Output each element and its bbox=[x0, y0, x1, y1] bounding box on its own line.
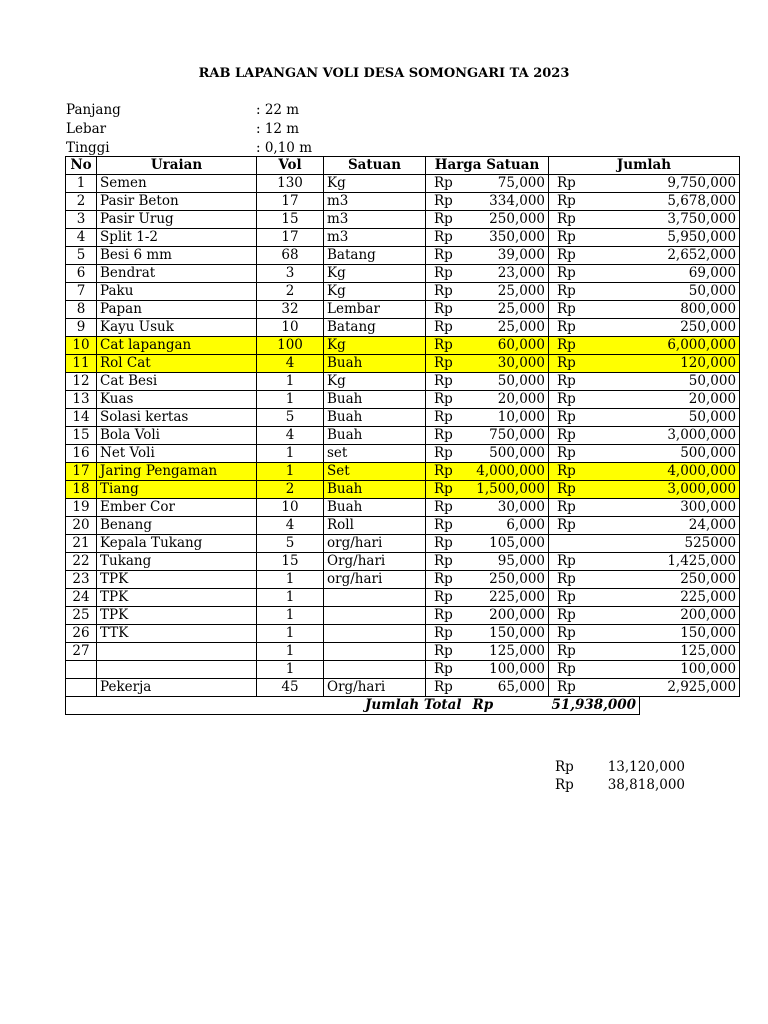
cell-uraian: Semen bbox=[97, 175, 257, 193]
dimension-label: Panjang bbox=[66, 102, 121, 118]
table-row bbox=[66, 499, 740, 517]
cell-jumlah-rp: Rp bbox=[549, 355, 640, 373]
table-row bbox=[66, 643, 740, 661]
cell-uraian: Rol Cat bbox=[97, 355, 257, 373]
cell-harga-rp: Rp bbox=[426, 589, 465, 607]
total-rp: Rp bbox=[465, 697, 549, 715]
cell-uraian: Bola Voli bbox=[97, 427, 257, 445]
cell-uraian: Ember Cor bbox=[97, 499, 257, 517]
cell-jumlah: 3,000,000 bbox=[640, 481, 740, 499]
table-row bbox=[66, 427, 740, 445]
table-row bbox=[66, 463, 740, 481]
document-title: RAB LAPANGAN VOLI DESA SOMONGARI TA 2023 bbox=[198, 66, 570, 81]
table-row bbox=[66, 337, 740, 355]
cell-satuan: org/hari bbox=[324, 571, 426, 589]
cell-no: 25 bbox=[66, 607, 97, 625]
cell-harga-rp: Rp bbox=[426, 391, 465, 409]
cell-harga-rp: Rp bbox=[426, 409, 465, 427]
cell-harga-rp: Rp bbox=[426, 553, 465, 571]
table-row bbox=[66, 553, 740, 571]
cell-vol: 5 bbox=[257, 409, 324, 427]
cell-harga: 25,000 bbox=[465, 319, 549, 337]
cell-jumlah: 525000 bbox=[640, 535, 740, 553]
cell-uraian: Split 1-2 bbox=[97, 229, 257, 247]
cell-uraian: TPK bbox=[97, 589, 257, 607]
cell-harga: 30,000 bbox=[465, 499, 549, 517]
cell-no: 10 bbox=[66, 337, 97, 355]
cell-no bbox=[66, 661, 97, 679]
table-row bbox=[66, 283, 740, 301]
cell-harga: 350,000 bbox=[465, 229, 549, 247]
cell-harga-rp: Rp bbox=[426, 445, 465, 463]
cell-satuan: Buah bbox=[324, 355, 426, 373]
cell-jumlah: 1,425,000 bbox=[640, 553, 740, 571]
cell-no: 11 bbox=[66, 355, 97, 373]
cell-harga-rp: Rp bbox=[426, 355, 465, 373]
cell-satuan bbox=[324, 607, 426, 625]
cell-jumlah: 50,000 bbox=[640, 373, 740, 391]
cell-no: 2 bbox=[66, 193, 97, 211]
cell-vol: 1 bbox=[257, 373, 324, 391]
cell-jumlah: 250,000 bbox=[640, 319, 740, 337]
cell-no: 19 bbox=[66, 499, 97, 517]
cell-uraian: Kayu Usuk bbox=[97, 319, 257, 337]
table-row bbox=[66, 265, 740, 283]
cell-no: 5 bbox=[66, 247, 97, 265]
cell-no: 9 bbox=[66, 319, 97, 337]
cell-harga-rp: Rp bbox=[426, 265, 465, 283]
cell-harga: 25,000 bbox=[465, 283, 549, 301]
cell-harga: 6,000 bbox=[465, 517, 549, 535]
cell-satuan: Batang bbox=[324, 319, 426, 337]
table-row bbox=[66, 391, 740, 409]
table-row bbox=[66, 661, 740, 679]
table-row bbox=[66, 229, 740, 247]
cell-jumlah: 500,000 bbox=[640, 445, 740, 463]
cell-harga-rp: Rp bbox=[426, 319, 465, 337]
cell-jumlah-rp: Rp bbox=[549, 625, 640, 643]
cell-harga-rp: Rp bbox=[426, 337, 465, 355]
table-row bbox=[66, 175, 740, 193]
cell-harga-rp: Rp bbox=[426, 571, 465, 589]
cell-jumlah-rp: Rp bbox=[549, 499, 640, 517]
total-label: Jumlah Total bbox=[66, 697, 465, 715]
cell-harga: 250,000 bbox=[465, 571, 549, 589]
cell-satuan: Buah bbox=[324, 391, 426, 409]
table-row bbox=[66, 193, 740, 211]
cell-vol: 32 bbox=[257, 301, 324, 319]
cell-uraian: TPK bbox=[97, 607, 257, 625]
cell-jumlah-rp: Rp bbox=[549, 391, 640, 409]
cell-jumlah-rp: Rp bbox=[549, 175, 640, 193]
cell-harga: 60,000 bbox=[465, 337, 549, 355]
cell-vol: 15 bbox=[257, 211, 324, 229]
cell-no: 4 bbox=[66, 229, 97, 247]
table-row bbox=[66, 625, 740, 643]
cell-no: 18 bbox=[66, 481, 97, 499]
cell-satuan: Org/hari bbox=[324, 553, 426, 571]
cell-jumlah: 4,000,000 bbox=[640, 463, 740, 481]
cell-harga: 100,000 bbox=[465, 661, 549, 679]
dimension-value: : 0,10 m bbox=[256, 140, 312, 156]
dimension-panjang bbox=[66, 101, 366, 119]
cell-jumlah: 100,000 bbox=[640, 661, 740, 679]
cell-satuan: Kg bbox=[324, 283, 426, 301]
cell-jumlah-rp: Rp bbox=[549, 337, 640, 355]
cell-jumlah-rp: Rp bbox=[549, 319, 640, 337]
cell-no: 17 bbox=[66, 463, 97, 481]
cell-uraian: Pasir Urug bbox=[97, 211, 257, 229]
header-satuan: Satuan bbox=[324, 157, 426, 175]
cell-jumlah: 9,750,000 bbox=[640, 175, 740, 193]
rab-table bbox=[65, 156, 740, 715]
cell-vol: 1 bbox=[257, 661, 324, 679]
table-row bbox=[66, 589, 740, 607]
cell-harga: 20,000 bbox=[465, 391, 549, 409]
cell-harga-rp: Rp bbox=[426, 463, 465, 481]
cell-no: 6 bbox=[66, 265, 97, 283]
cell-vol: 68 bbox=[257, 247, 324, 265]
cell-jumlah-rp: Rp bbox=[549, 193, 640, 211]
header-no: No bbox=[66, 157, 97, 175]
cell-harga: 500,000 bbox=[465, 445, 549, 463]
cell-jumlah: 3,000,000 bbox=[640, 427, 740, 445]
cell-satuan: Kg bbox=[324, 265, 426, 283]
cell-no: 16 bbox=[66, 445, 97, 463]
cell-harga-rp: Rp bbox=[426, 283, 465, 301]
summary-value: 13,120,000 bbox=[607, 759, 685, 775]
cell-jumlah: 150,000 bbox=[640, 625, 740, 643]
table-row bbox=[66, 607, 740, 625]
cell-jumlah-rp: Rp bbox=[549, 211, 640, 229]
cell-jumlah-rp: Rp bbox=[549, 481, 640, 499]
cell-vol: 5 bbox=[257, 535, 324, 553]
cell-harga-rp: Rp bbox=[426, 175, 465, 193]
dimension-lebar bbox=[66, 120, 366, 138]
cell-vol: 4 bbox=[257, 517, 324, 535]
cell-harga: 39,000 bbox=[465, 247, 549, 265]
cell-harga: 75,000 bbox=[465, 175, 549, 193]
table-row bbox=[66, 535, 740, 553]
cell-no: 21 bbox=[66, 535, 97, 553]
cell-jumlah: 50,000 bbox=[640, 283, 740, 301]
table-row bbox=[66, 319, 740, 337]
cell-harga: 334,000 bbox=[465, 193, 549, 211]
table-row bbox=[66, 571, 740, 589]
cell-jumlah-rp: Rp bbox=[549, 445, 640, 463]
cell-no bbox=[66, 679, 97, 697]
cell-harga: 200,000 bbox=[465, 607, 549, 625]
cell-vol: 1 bbox=[257, 445, 324, 463]
cell-no: 13 bbox=[66, 391, 97, 409]
cell-jumlah-rp: Rp bbox=[549, 553, 640, 571]
cell-harga-rp: Rp bbox=[426, 499, 465, 517]
summary-line-2 bbox=[555, 776, 685, 794]
cell-jumlah: 3,750,000 bbox=[640, 211, 740, 229]
cell-harga-rp: Rp bbox=[426, 481, 465, 499]
cell-harga-rp: Rp bbox=[426, 535, 465, 553]
cell-uraian: Cat Besi bbox=[97, 373, 257, 391]
cell-jumlah: 69,000 bbox=[640, 265, 740, 283]
cell-no: 15 bbox=[66, 427, 97, 445]
cell-harga: 225,000 bbox=[465, 589, 549, 607]
cell-no: 23 bbox=[66, 571, 97, 589]
cell-jumlah: 5,678,000 bbox=[640, 193, 740, 211]
cell-no: 7 bbox=[66, 283, 97, 301]
cell-jumlah: 6,000,000 bbox=[640, 337, 740, 355]
cell-jumlah: 120,000 bbox=[640, 355, 740, 373]
cell-no: 27 bbox=[66, 643, 97, 661]
cell-vol: 45 bbox=[257, 679, 324, 697]
cell-no: 20 bbox=[66, 517, 97, 535]
cell-jumlah: 2,925,000 bbox=[640, 679, 740, 697]
table-row bbox=[66, 517, 740, 535]
cell-jumlah-rp: Rp bbox=[549, 607, 640, 625]
cell-jumlah: 5,950,000 bbox=[640, 229, 740, 247]
cell-harga-rp: Rp bbox=[426, 607, 465, 625]
dimension-value: : 12 m bbox=[256, 121, 300, 137]
cell-harga: 4,000,000 bbox=[465, 463, 549, 481]
cell-harga: 10,000 bbox=[465, 409, 549, 427]
cell-satuan bbox=[324, 589, 426, 607]
cell-vol: 1 bbox=[257, 463, 324, 481]
cell-uraian: Bendrat bbox=[97, 265, 257, 283]
cell-harga: 250,000 bbox=[465, 211, 549, 229]
cell-vol: 17 bbox=[257, 229, 324, 247]
cell-vol: 10 bbox=[257, 319, 324, 337]
cell-jumlah: 250,000 bbox=[640, 571, 740, 589]
summary-rp: Rp bbox=[555, 777, 574, 793]
cell-harga-rp: Rp bbox=[426, 427, 465, 445]
cell-jumlah-rp: Rp bbox=[549, 517, 640, 535]
cell-no: 3 bbox=[66, 211, 97, 229]
cell-harga-rp: Rp bbox=[426, 625, 465, 643]
cell-satuan: Kg bbox=[324, 337, 426, 355]
cell-satuan: Org/hari bbox=[324, 679, 426, 697]
cell-harga: 95,000 bbox=[465, 553, 549, 571]
table-row bbox=[66, 409, 740, 427]
cell-uraian bbox=[97, 661, 257, 679]
cell-vol: 130 bbox=[257, 175, 324, 193]
cell-satuan: m3 bbox=[324, 211, 426, 229]
cell-harga: 30,000 bbox=[465, 355, 549, 373]
summary-value: 38,818,000 bbox=[607, 777, 685, 793]
table-row bbox=[66, 355, 740, 373]
cell-satuan: Batang bbox=[324, 247, 426, 265]
total-value: 51,938,000 bbox=[549, 697, 640, 715]
cell-uraian: Besi 6 mm bbox=[97, 247, 257, 265]
summary-rp: Rp bbox=[555, 759, 574, 775]
cell-satuan bbox=[324, 661, 426, 679]
cell-jumlah: 300,000 bbox=[640, 499, 740, 517]
cell-jumlah: 2,652,000 bbox=[640, 247, 740, 265]
cell-uraian: Benang bbox=[97, 517, 257, 535]
cell-satuan: Roll bbox=[324, 517, 426, 535]
table-row bbox=[66, 481, 740, 499]
cell-jumlah-rp: Rp bbox=[549, 571, 640, 589]
cell-no: 22 bbox=[66, 553, 97, 571]
cell-uraian: Kuas bbox=[97, 391, 257, 409]
cell-uraian: TPK bbox=[97, 571, 257, 589]
table-row bbox=[66, 211, 740, 229]
cell-satuan: Buah bbox=[324, 427, 426, 445]
cell-jumlah-rp: Rp bbox=[549, 283, 640, 301]
cell-vol: 3 bbox=[257, 265, 324, 283]
cell-jumlah: 200,000 bbox=[640, 607, 740, 625]
table-row bbox=[66, 373, 740, 391]
cell-uraian: Tiang bbox=[97, 481, 257, 499]
cell-satuan: Lembar bbox=[324, 301, 426, 319]
cell-jumlah: 800,000 bbox=[640, 301, 740, 319]
cell-harga: 1,500,000 bbox=[465, 481, 549, 499]
cell-uraian: Jaring Pengaman bbox=[97, 463, 257, 481]
cell-harga: 125,000 bbox=[465, 643, 549, 661]
cell-uraian: Tukang bbox=[97, 553, 257, 571]
cell-jumlah-rp: Rp bbox=[549, 229, 640, 247]
cell-harga-rp: Rp bbox=[426, 193, 465, 211]
header-vol: Vol bbox=[257, 157, 324, 175]
cell-vol: 4 bbox=[257, 355, 324, 373]
cell-vol: 1 bbox=[257, 643, 324, 661]
cell-vol: 2 bbox=[257, 481, 324, 499]
cell-vol: 15 bbox=[257, 553, 324, 571]
cell-satuan bbox=[324, 625, 426, 643]
cell-uraian: Cat lapangan bbox=[97, 337, 257, 355]
cell-harga-rp: Rp bbox=[426, 661, 465, 679]
cell-harga: 105,000 bbox=[465, 535, 549, 553]
cell-uraian: Pasir Beton bbox=[97, 193, 257, 211]
cell-jumlah-rp: Rp bbox=[549, 301, 640, 319]
cell-satuan: m3 bbox=[324, 229, 426, 247]
table-row bbox=[66, 445, 740, 463]
cell-jumlah-rp: Rp bbox=[549, 463, 640, 481]
cell-uraian: Solasi kertas bbox=[97, 409, 257, 427]
cell-jumlah: 50,000 bbox=[640, 409, 740, 427]
cell-satuan: m3 bbox=[324, 193, 426, 211]
cell-vol: 1 bbox=[257, 625, 324, 643]
table-header-row bbox=[66, 157, 740, 175]
table-row bbox=[66, 247, 740, 265]
cell-harga-rp: Rp bbox=[426, 301, 465, 319]
dimension-value: : 22 m bbox=[256, 102, 300, 118]
cell-vol: 1 bbox=[257, 571, 324, 589]
dimension-label: Tinggi bbox=[66, 140, 110, 156]
cell-harga-rp: Rp bbox=[426, 517, 465, 535]
cell-jumlah-rp: Rp bbox=[549, 661, 640, 679]
cell-vol: 1 bbox=[257, 391, 324, 409]
cell-harga-rp: Rp bbox=[426, 643, 465, 661]
dimension-tinggi bbox=[66, 139, 366, 157]
cell-jumlah-rp: Rp bbox=[549, 409, 640, 427]
cell-no: 26 bbox=[66, 625, 97, 643]
table-row bbox=[66, 301, 740, 319]
cell-harga-rp: Rp bbox=[426, 229, 465, 247]
cell-satuan: org/hari bbox=[324, 535, 426, 553]
cell-no: 8 bbox=[66, 301, 97, 319]
summary-line-1 bbox=[555, 758, 685, 776]
table-row bbox=[66, 679, 740, 697]
cell-vol: 1 bbox=[257, 589, 324, 607]
cell-jumlah: 125,000 bbox=[640, 643, 740, 661]
cell-satuan: Buah bbox=[324, 409, 426, 427]
cell-vol: 2 bbox=[257, 283, 324, 301]
cell-satuan: Buah bbox=[324, 499, 426, 517]
total-row bbox=[66, 697, 740, 715]
cell-harga: 750,000 bbox=[465, 427, 549, 445]
cell-jumlah-rp bbox=[549, 535, 640, 553]
cell-harga: 50,000 bbox=[465, 373, 549, 391]
cell-harga-rp: Rp bbox=[426, 211, 465, 229]
header-harga-satuan: Harga Satuan bbox=[426, 157, 549, 175]
cell-jumlah: 24,000 bbox=[640, 517, 740, 535]
cell-uraian: Papan bbox=[97, 301, 257, 319]
cell-uraian: Kepala Tukang bbox=[97, 535, 257, 553]
cell-harga: 23,000 bbox=[465, 265, 549, 283]
dimension-label: Lebar bbox=[66, 121, 107, 137]
cell-jumlah-rp: Rp bbox=[549, 643, 640, 661]
cell-harga: 65,000 bbox=[465, 679, 549, 697]
cell-jumlah-rp: Rp bbox=[549, 427, 640, 445]
cell-uraian: TTK bbox=[97, 625, 257, 643]
cell-satuan bbox=[324, 643, 426, 661]
cell-no: 14 bbox=[66, 409, 97, 427]
cell-uraian: Net Voli bbox=[97, 445, 257, 463]
cell-harga: 150,000 bbox=[465, 625, 549, 643]
cell-no: 24 bbox=[66, 589, 97, 607]
cell-harga: 25,000 bbox=[465, 301, 549, 319]
header-jumlah: Jumlah bbox=[549, 157, 740, 175]
cell-uraian: Pekerja bbox=[97, 679, 257, 697]
cell-jumlah-rp: Rp bbox=[549, 247, 640, 265]
cell-harga-rp: Rp bbox=[426, 679, 465, 697]
cell-no: 1 bbox=[66, 175, 97, 193]
cell-no: 12 bbox=[66, 373, 97, 391]
cell-uraian: Paku bbox=[97, 283, 257, 301]
cell-jumlah-rp: Rp bbox=[549, 679, 640, 697]
cell-satuan: Buah bbox=[324, 481, 426, 499]
cell-jumlah-rp: Rp bbox=[549, 373, 640, 391]
cell-jumlah-rp: Rp bbox=[549, 265, 640, 283]
cell-vol: 1 bbox=[257, 607, 324, 625]
cell-vol: 4 bbox=[257, 427, 324, 445]
cell-uraian bbox=[97, 643, 257, 661]
cell-jumlah: 225,000 bbox=[640, 589, 740, 607]
cell-satuan: Set bbox=[324, 463, 426, 481]
cell-jumlah-rp: Rp bbox=[549, 589, 640, 607]
cell-vol: 10 bbox=[257, 499, 324, 517]
cell-satuan: Kg bbox=[324, 373, 426, 391]
cell-satuan: set bbox=[324, 445, 426, 463]
cell-satuan: Kg bbox=[324, 175, 426, 193]
cell-harga-rp: Rp bbox=[426, 247, 465, 265]
cell-harga-rp: Rp bbox=[426, 373, 465, 391]
cell-vol: 100 bbox=[257, 337, 324, 355]
header-uraian: Uraian bbox=[97, 157, 257, 175]
cell-vol: 17 bbox=[257, 193, 324, 211]
cell-jumlah: 20,000 bbox=[640, 391, 740, 409]
